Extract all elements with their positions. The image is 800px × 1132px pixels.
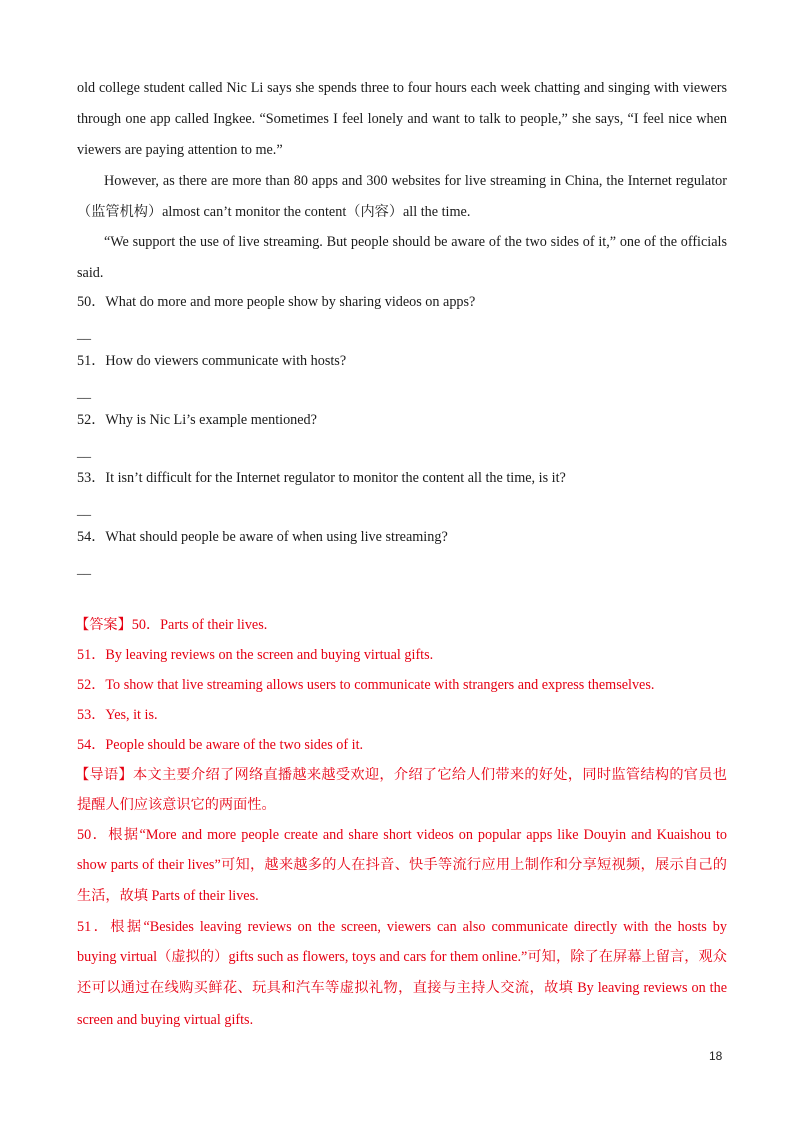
passage-line: old college student called Nic Li says she spends three to four hours each week chatting and singing with viewers xyxy=(77,80,727,96)
guide-line: 【导语】本文主要介绍了网络直播越来越受欢迎，介绍了它给人们带来的好处，同时监管结构的官员也 xyxy=(75,767,727,783)
answer-key-54: 54．People should be aware of the two sides of it. xyxy=(77,737,364,753)
explanation-51-line: buying virtual（虚拟的）gifts such as flowers, toys and cars for them online.”可知，除了在屏幕上留言，观众 xyxy=(77,949,727,965)
answer-blank[interactable]: __ xyxy=(77,386,91,401)
answer-key-51: 51．By leaving reviews on the screen and buying virtual gifts. xyxy=(77,647,434,663)
answer-blank[interactable]: __ xyxy=(77,327,91,342)
explanation-50-line: 50．根据“More and more people create and share short videos on popular apps like Douyin and Kuaishou to xyxy=(77,827,727,843)
passage-line: viewers are paying attention to me.” xyxy=(77,142,283,158)
passage-line: through one app called Ingkee. “Sometimes I feel lonely and want to talk to people,” she says, “I feel nice when xyxy=(77,111,727,127)
answer-blank[interactable]: __ xyxy=(77,562,91,577)
explanation-51-line: screen and buying virtual gifts. xyxy=(77,1012,254,1028)
question-50: 50．What do more and more people show by sharing videos on apps? xyxy=(77,294,476,310)
page-number: 18 xyxy=(709,1049,723,1063)
question-52: 52．Why is Nic Li’s example mentioned? xyxy=(77,412,317,428)
passage-line: （监管机构）almost can’t monitor the content（内容）all the time. xyxy=(77,204,471,220)
explanation-50-line: 生活，故填 Parts of their lives. xyxy=(77,888,259,904)
question-54: 54．What should people be aware of when using live streaming? xyxy=(77,529,448,545)
answer-key-50: 【答案】50．Parts of their lives. xyxy=(75,617,268,633)
passage-line: However, as there are more than 80 apps and 300 websites for live streaming in China, the Internet regulator xyxy=(104,173,727,189)
answer-key-53: 53．Yes, it is. xyxy=(77,707,158,723)
answer-blank[interactable]: __ xyxy=(77,445,91,460)
explanation-51-line: 还可以通过在线购买鲜花、玩具和汽车等虚拟礼物，直接与主持人交流，故填 By leaving reviews on the xyxy=(77,980,727,996)
question-51: 51．How do viewers communicate with hosts? xyxy=(77,353,347,369)
answer-blank[interactable]: __ xyxy=(77,503,91,518)
guide-line: 提醒人们应该意识它的两面性。 xyxy=(77,797,276,813)
answer-key-52: 52．To show that live streaming allows users to communicate with strangers and express themselves. xyxy=(77,677,655,693)
explanation-50-line: show parts of their lives”可知，越来越多的人在抖音、快手等流行应用上制作和分享短视频，展示自己的 xyxy=(77,857,727,873)
explanation-51-line: 51．根据“Besides leaving reviews on the screen, viewers can also communicate directly with the hosts by xyxy=(77,919,727,935)
passage-line: “We support the use of live streaming. But people should be aware of the two sides of it,” one of the officials xyxy=(104,234,727,250)
passage-line: said. xyxy=(77,265,104,281)
question-53: 53．It isn’t difficult for the Internet regulator to monitor the content all the time, is it? xyxy=(77,470,566,486)
